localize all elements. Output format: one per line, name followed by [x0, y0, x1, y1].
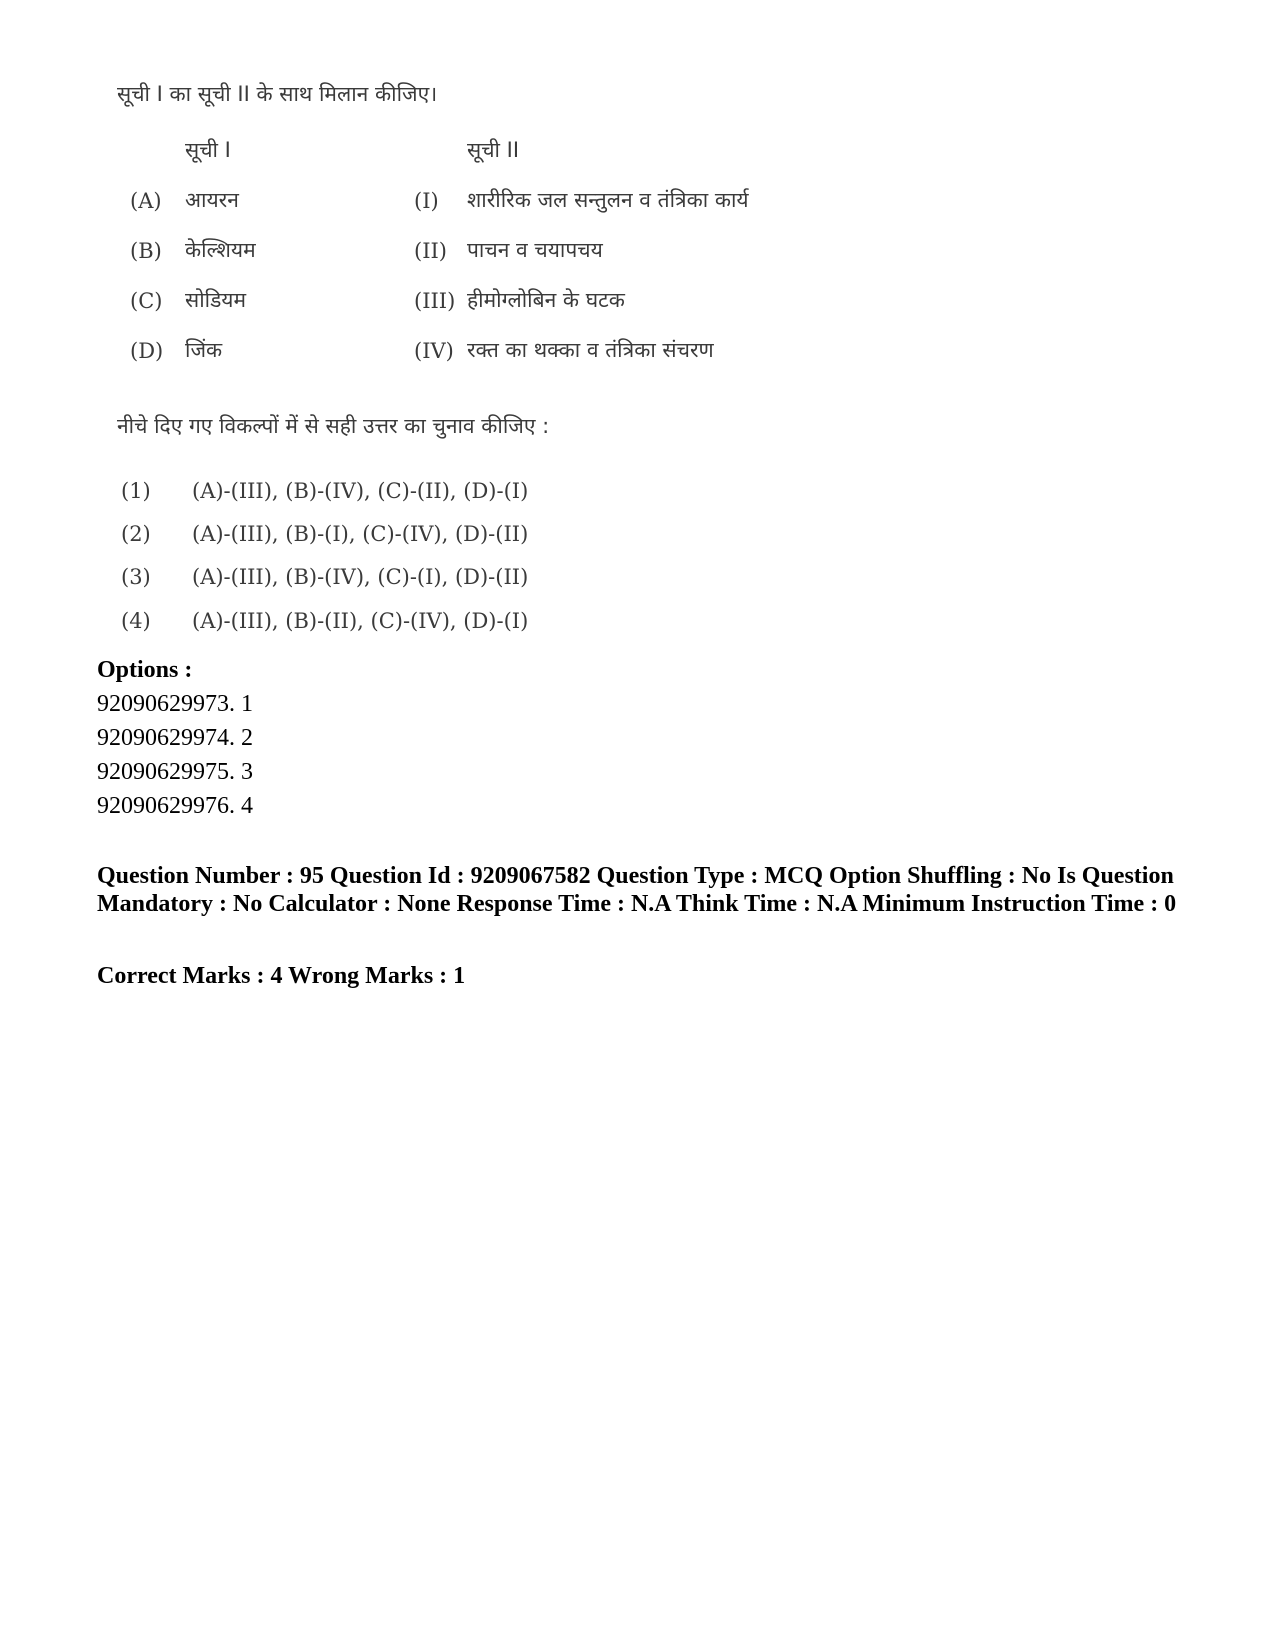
marks-info: Correct Marks : 4 Wrong Marks : 1 [97, 963, 466, 989]
list2-key: (I) [414, 189, 439, 213]
choice-text: (A)-(III), (B)-(I), (C)-(IV), (D)-(II) [192, 522, 529, 546]
list1-value: आयरन [185, 188, 239, 212]
list2-value: शारीरिक जल सन्तुलन व तंत्रिका कार्य [467, 188, 749, 212]
choice-text: (A)-(III), (B)-(II), (C)-(IV), (D)-(I) [192, 609, 529, 633]
option-item: 92090629976. 4 [97, 793, 253, 819]
list1-value: केल्शियम [185, 238, 256, 262]
choice-number: (2) [121, 522, 151, 546]
choice-text: (A)-(III), (B)-(IV), (C)-(I), (D)-(II) [192, 565, 529, 589]
list2-key: (II) [414, 239, 447, 263]
options-heading: Options : [97, 657, 193, 683]
list1-key: (B) [130, 239, 162, 263]
choice-number: (4) [121, 609, 151, 633]
choice-text: (A)-(III), (B)-(IV), (C)-(II), (D)-(I) [192, 479, 529, 503]
choose-prompt: नीचे दिए गए विकल्पों में से सही उत्तर का चुनाव कीजिए : [117, 414, 550, 438]
match-instruction: सूची I का सूची II के साथ मिलान कीजिए। [117, 82, 438, 106]
option-item: 92090629973. 1 [97, 691, 253, 717]
list1-key: (A) [130, 189, 162, 213]
choice-number: (3) [121, 565, 151, 589]
list1-header: सूची I [185, 138, 231, 162]
list1-key: (C) [130, 289, 163, 313]
question-image [0, 0, 1275, 660]
list1-value: जिंक [185, 338, 223, 362]
list2-key: (IV) [414, 339, 454, 363]
list2-value: रक्त का थक्का व तंत्रिका संचरण [467, 338, 714, 362]
list2-value: हीमोग्लोबिन के घटक [467, 288, 625, 312]
list1-key: (D) [130, 339, 164, 363]
list2-header: सूची II [467, 138, 520, 162]
list2-key: (III) [414, 289, 456, 313]
list1-value: सोडियम [185, 288, 247, 312]
list2-value: पाचन व चयापचय [467, 238, 603, 262]
choice-number: (1) [121, 479, 151, 503]
option-item: 92090629975. 3 [97, 759, 253, 785]
option-item: 92090629974. 2 [97, 725, 253, 751]
question-info: Question Number : 95 Question Id : 9209067582 Question Type : MCQ Option Shuffling : No Is Question Mandatory : No Calculator : None Response Time : N.A Think Time : N.A Minimum Instruction Time : 0 [97, 863, 1177, 917]
